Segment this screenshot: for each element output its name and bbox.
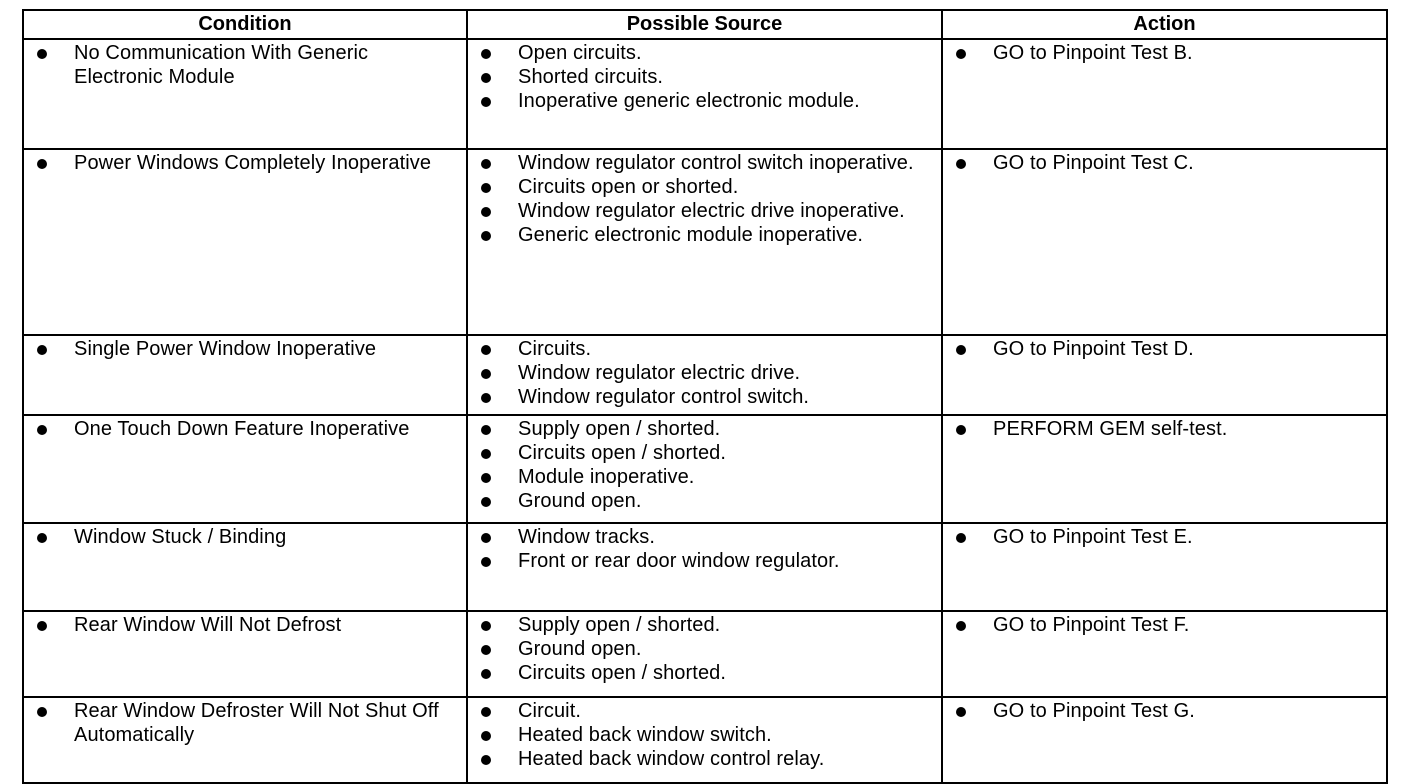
table-row	[23, 611, 1387, 697]
action-text: GO to Pinpoint Test B.	[951, 41, 1382, 65]
source-item: Supply open / shorted.	[476, 613, 937, 637]
condition-cell	[23, 335, 467, 415]
source-item: Open circuits.	[476, 41, 937, 65]
action-text: GO to Pinpoint Test E.	[951, 525, 1382, 549]
source-cell	[467, 415, 942, 523]
source-cell	[467, 697, 942, 783]
source-cell	[467, 611, 942, 697]
source-item: Module inoperative.	[476, 465, 937, 489]
header-possible-source: Possible Source	[467, 10, 942, 39]
action-cell	[942, 335, 1387, 415]
table-row	[23, 415, 1387, 523]
condition-cell	[23, 697, 467, 783]
source-cell	[467, 39, 942, 149]
source-item: Ground open.	[476, 637, 937, 661]
source-item: Window regulator electric drive.	[476, 361, 937, 385]
source-item: Window regulator electric drive inoperative.	[476, 199, 937, 223]
condition-cell	[23, 149, 467, 335]
source-item: Supply open / shorted.	[476, 417, 937, 441]
source-item: Circuits open / shorted.	[476, 661, 937, 685]
source-item: Window regulator control switch inoperative.	[476, 151, 937, 175]
header-row	[23, 10, 1387, 39]
action-text: GO to Pinpoint Test C.	[951, 151, 1382, 175]
source-item: Generic electronic module inoperative.	[476, 223, 937, 247]
source-item: Window regulator control switch.	[476, 385, 937, 409]
source-cell	[467, 149, 942, 335]
source-item: Window tracks.	[476, 525, 937, 549]
action-cell	[942, 611, 1387, 697]
action-text: GO to Pinpoint Test D.	[951, 337, 1382, 361]
condition-text: No Communication With Generic Electronic Module	[32, 41, 462, 89]
source-item: Circuits open / shorted.	[476, 441, 937, 465]
source-item: Circuit.	[476, 699, 937, 723]
table-row	[23, 39, 1387, 149]
table-row	[23, 523, 1387, 611]
condition-cell	[23, 415, 467, 523]
source-item: Circuits open or shorted.	[476, 175, 937, 199]
condition-text: One Touch Down Feature Inoperative	[32, 417, 462, 441]
source-cell	[467, 335, 942, 415]
condition-text: Single Power Window Inoperative	[32, 337, 462, 361]
condition-text: Power Windows Completely Inoperative	[32, 151, 462, 175]
condition-cell	[23, 611, 467, 697]
action-cell	[942, 149, 1387, 335]
condition-text: Rear Window Will Not Defrost	[32, 613, 462, 637]
action-text: PERFORM GEM self-test.	[951, 417, 1382, 441]
source-item: Ground open.	[476, 489, 937, 513]
table-row	[23, 335, 1387, 415]
table-row	[23, 697, 1387, 783]
source-item: Shorted circuits.	[476, 65, 937, 89]
table-row	[23, 149, 1387, 335]
source-item: Heated back window control relay.	[476, 747, 937, 771]
action-text: GO to Pinpoint Test F.	[951, 613, 1382, 637]
condition-cell	[23, 39, 467, 149]
source-item: Heated back window switch.	[476, 723, 937, 747]
source-item: Circuits.	[476, 337, 937, 361]
action-text: GO to Pinpoint Test G.	[951, 699, 1382, 723]
source-cell	[467, 523, 942, 611]
diagnosis-table	[22, 9, 1388, 784]
header-condition: Condition	[23, 10, 467, 39]
source-item: Front or rear door window regulator.	[476, 549, 937, 573]
source-item: Inoperative generic electronic module.	[476, 89, 937, 113]
action-cell	[942, 697, 1387, 783]
action-cell	[942, 39, 1387, 149]
condition-text: Rear Window Defroster Will Not Shut Off Automatically	[32, 699, 462, 747]
header-action: Action	[942, 10, 1387, 39]
condition-text: Window Stuck / Binding	[32, 525, 462, 549]
condition-cell	[23, 523, 467, 611]
action-cell	[942, 523, 1387, 611]
action-cell	[942, 415, 1387, 523]
